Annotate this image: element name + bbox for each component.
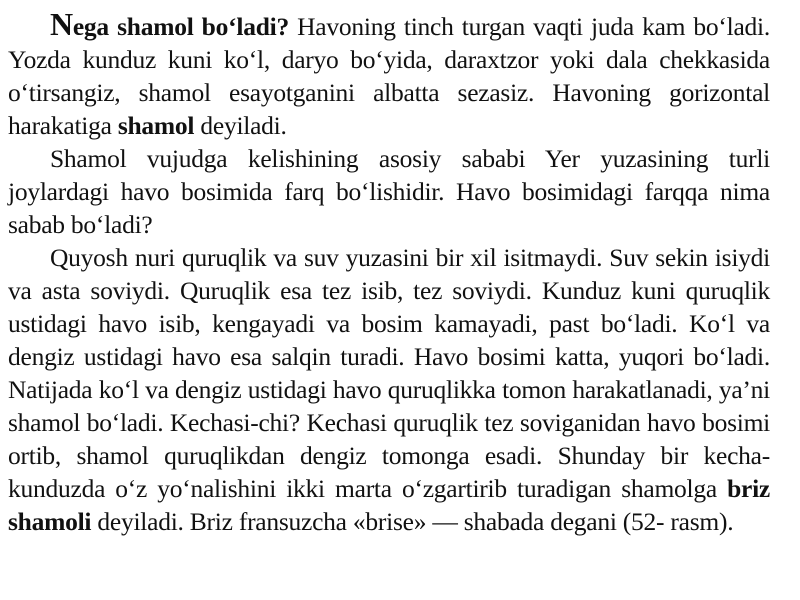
heading-initial: N (50, 6, 73, 42)
paragraph-text: Quyosh nuri quruqlik va suv yuzasini bir xil isitmaydi. Suv sekin isiydi va asta soviydi. Quruqlik esa tez isib, tez soviydi. Kunduz kuni quruqlik ustidagi havo isib, kengayadi va bosim kamayadi, past bo‘ladi. Ko‘l va dengiz ustidagi havo esa salqin turadi. Havo bosimi katta, yuqori bo‘ladi. Natijada ko‘l va dengiz ustidagi havo quruqlikka tomon harakatlanadi, ya’ni shamol bo‘ladi. Kechasi-chi? Kechasi quruqlik tez soviganidan havo bosimi ortib, shamol quruqlikdan dengiz tomonga esadi. Shunday bir kecha-kunduzda o‘z yo‘nalishini ikki marta o‘zgartirib turadigan shamolga (8, 243, 770, 503)
paragraph-cause (8, 142, 770, 241)
paragraph-text: Shamol vujudga kelishining asosiy sababi Yer yuzasining turli joylardagi havo bosimida farq bo‘lishidir. Havo bosimidagi farqqa nima sabab bo‘ladi? (8, 144, 770, 239)
heading-text: ega shamol bo‘ladi? (72, 12, 289, 41)
term-shamol: shamol (117, 111, 195, 140)
paragraph-intro (8, 8, 770, 142)
term-briz-shamoli: briz shamoli (8, 474, 770, 536)
paragraph-text: Havoning tinch turgan vaqti juda kam bo‘ladi. Yozda kunduz kuni ko‘l, daryo bo‘yida, daraxtzor yoki dala chekkasida o‘tirsangiz, shamol esayotganini albatta sezasiz. Havoning gorizontal harakatiga (8, 12, 770, 140)
paragraph-text: deyiladi. Briz fransuzcha «brise» — shabada degani (52- rasm). (91, 507, 734, 536)
paragraph-text: deyiladi. (194, 111, 287, 140)
section-heading (50, 6, 289, 42)
paragraph-breeze (8, 241, 770, 538)
